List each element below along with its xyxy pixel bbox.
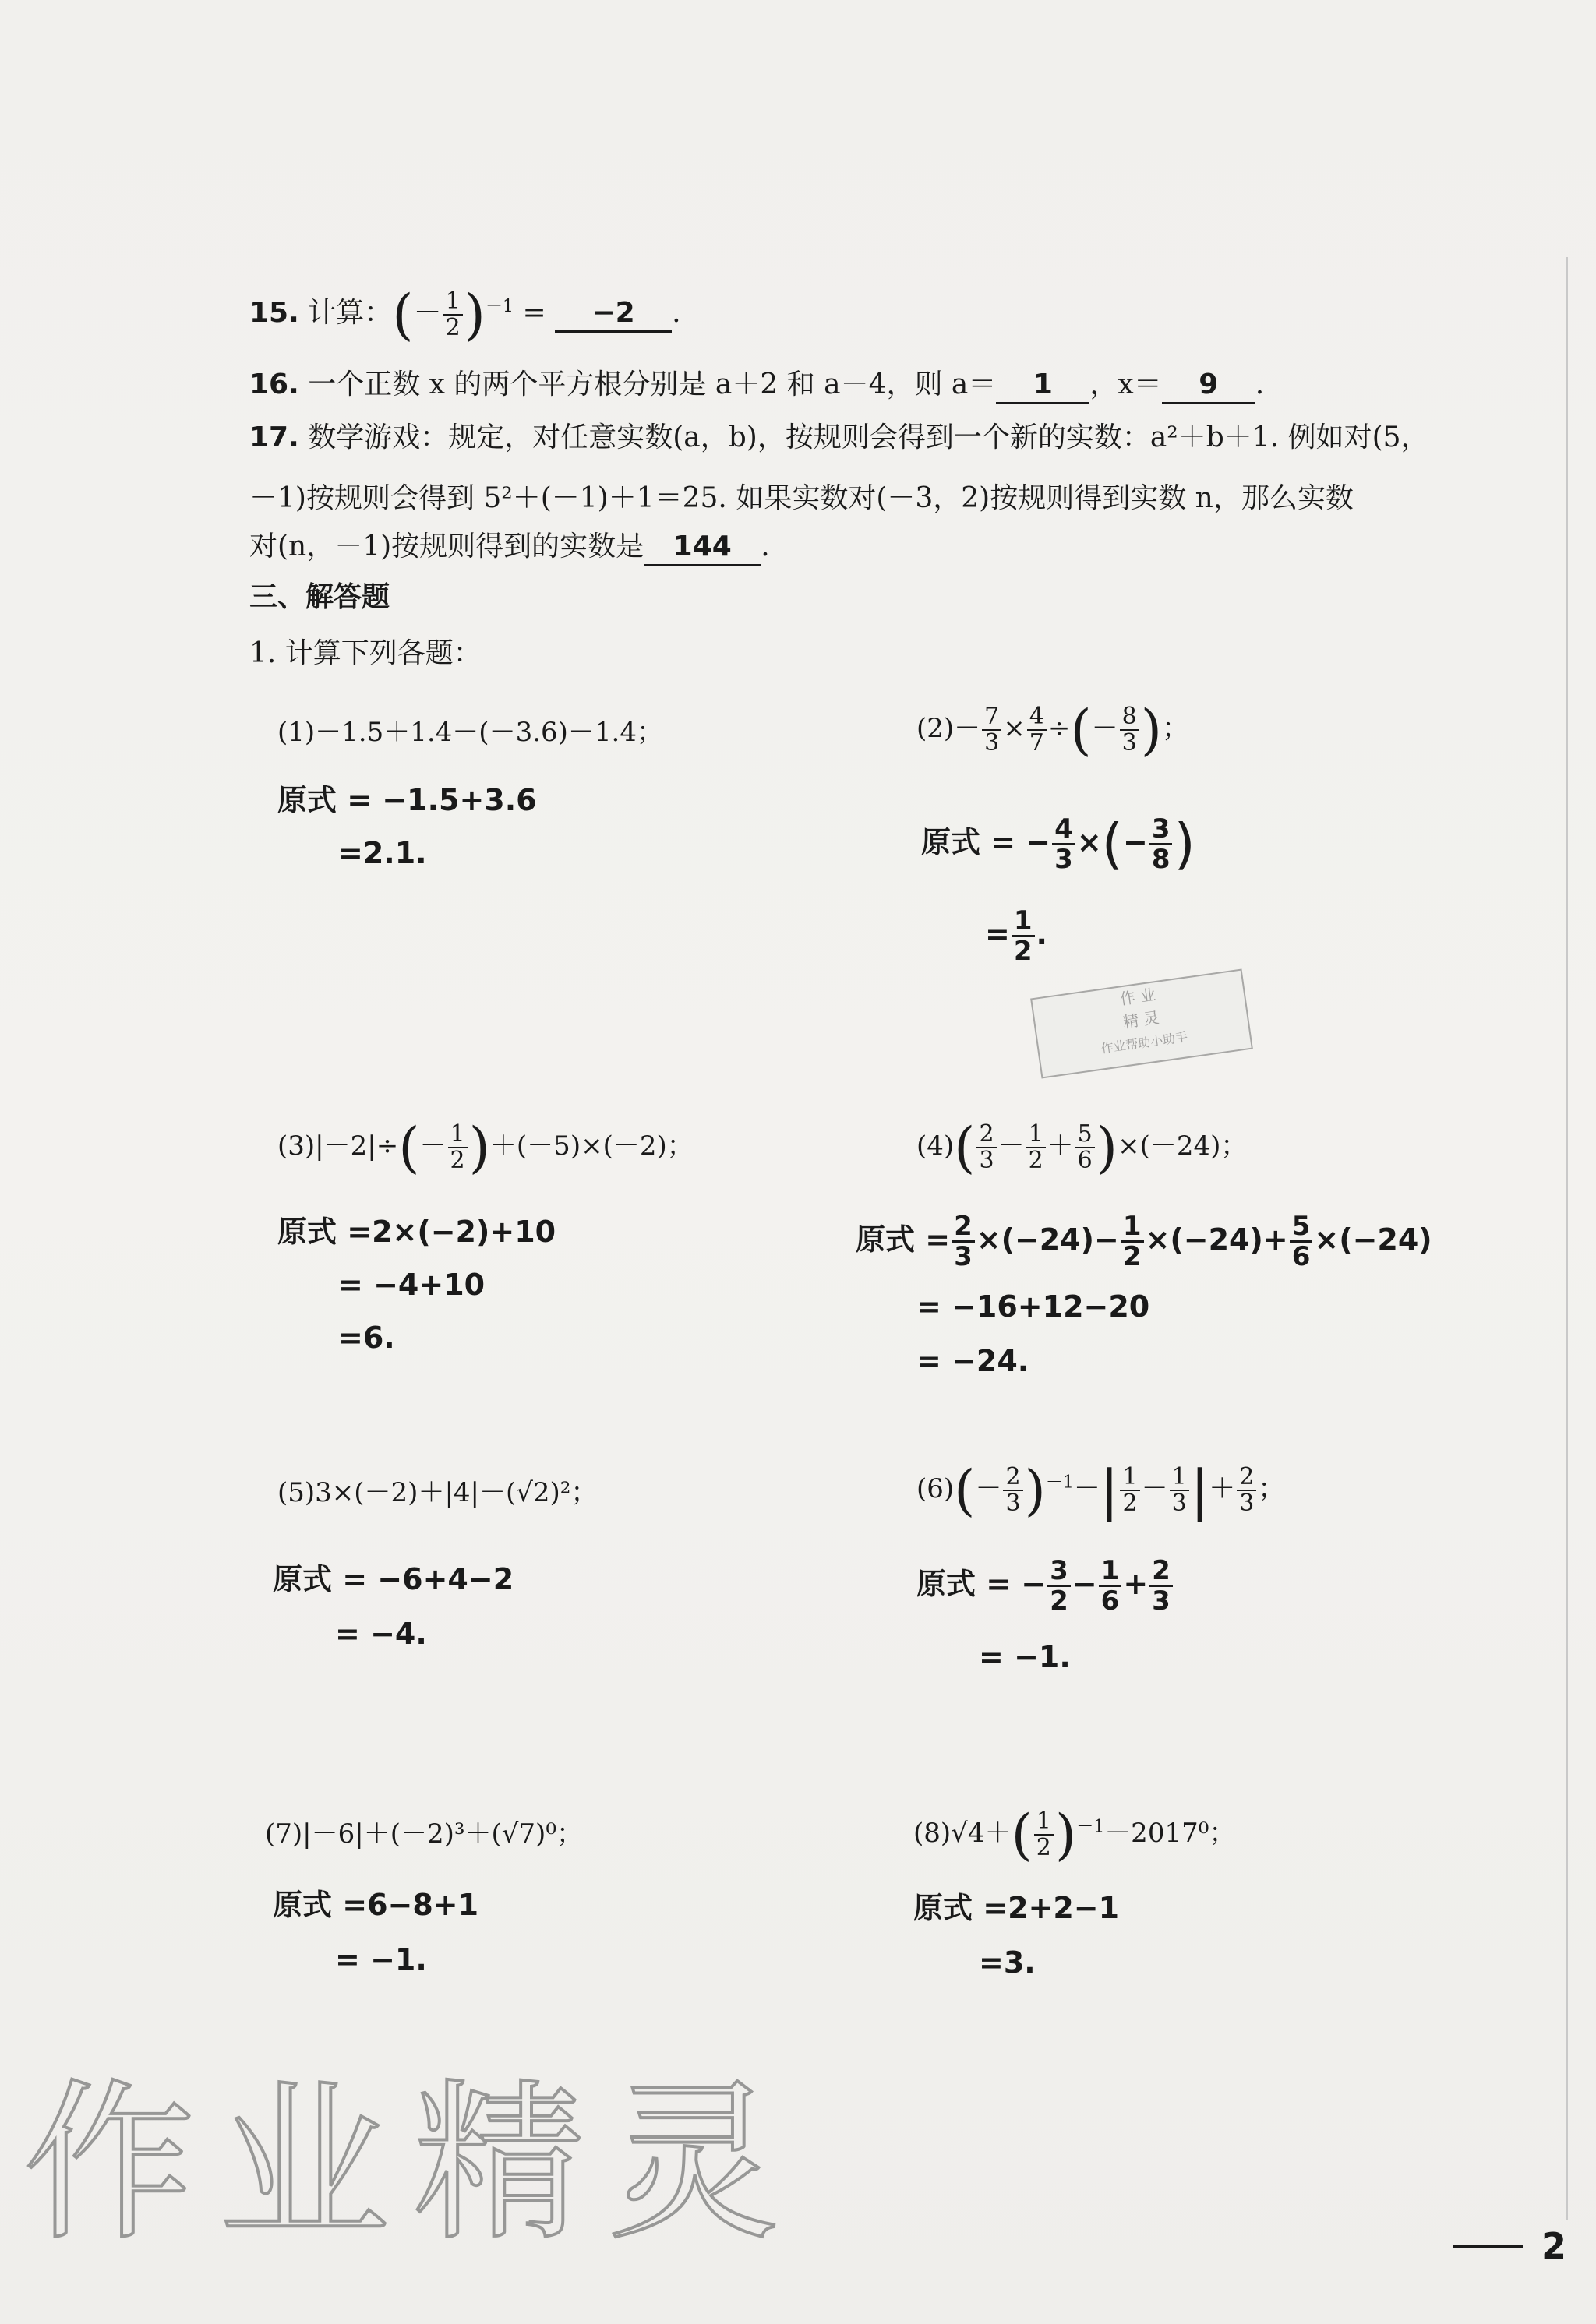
problem-5: (5)3×(－2)＋|4|－(√2)²；: [277, 1477, 598, 1508]
solution-8-step2: =3.: [979, 1945, 1036, 1980]
solution-4-step3: = −24.: [916, 1344, 1029, 1378]
solution-5-step2: = −4.: [335, 1617, 427, 1651]
solution-1-step2: =2.1.: [338, 836, 427, 870]
page-number-rule: [1453, 2245, 1523, 2248]
problem-8: (8)√4＋( $\frac{1}{2}$ )$^{-1}$－2017⁰；: [913, 1803, 1236, 1867]
question-15: 15. 计算：(－ $\frac{1}{2}$ )$^{-1}$ = −2 .: [249, 283, 681, 347]
question-heading: 1. 计算下列各题：: [249, 637, 482, 669]
problem-4: (4)( $\frac{2}{3}$ － $\frac{1}{2}$ ＋ $\frac{5}{6}$ )×(－24)；: [916, 1116, 1248, 1180]
question-17-line2: －1)按规则会得到 5²＋(－1)＋1＝25. 如果实数对(－3，2)按规则得到实数 n，那么实数: [249, 482, 1354, 514]
answer-blank: 144: [644, 530, 761, 566]
solution-7-step2: = −1.: [335, 1942, 427, 1977]
answer-blank: −2: [555, 296, 672, 333]
problem-3: (3)|－2|÷(－ $\frac{1}{2}$ )＋(－5)×(－2)；: [277, 1116, 694, 1180]
answer-blank-x: 9: [1162, 368, 1255, 404]
solution-1-step1: 原式 = −1.5+3.6: [277, 783, 537, 817]
solution-3-step3: =6.: [338, 1321, 395, 1355]
solution-5-step1: 原式 = −6+4−2: [273, 1562, 514, 1596]
solution-4-step1: 原式 = $\frac{2}{3}$ ×(−24)− $\frac{1}{2}$ ×(−24)+ $\frac{5}{6}$ ×(−24): [856, 1211, 1432, 1272]
problem-2: (2)－ $\frac{7}{3}$ × $\frac{4}{7}$ ÷(－ $\frac{8}{3}$ )；: [916, 698, 1189, 762]
section-title: 三、解答题: [249, 581, 390, 613]
page-number: 2: [1541, 2225, 1567, 2267]
stamp-logo: 作 业 精 灵 作业帮助小助手: [1030, 968, 1253, 1078]
solution-7-step1: 原式 =6−8+1: [273, 1888, 479, 1922]
margin-rule: [1566, 257, 1568, 2220]
solution-6-step2: = −1.: [979, 1640, 1071, 1674]
solution-3-step2: = −4+10: [338, 1268, 486, 1302]
answer-blank-a: 1: [996, 368, 1089, 404]
solution-2-step1: 原式 = − $\frac{4}{3}$ ×(− $\frac{3}{8}$ ): [921, 812, 1195, 876]
question-16: 16. 一个正数 x 的两个平方根分别是 a＋2 和 a－4，则 a＝ 1 ，x＝ 9 .: [249, 363, 1264, 407]
watermark: 作业精灵: [23, 2064, 803, 2263]
solution-8-step1: 原式 =2+2−1: [913, 1891, 1120, 1925]
solution-4-step2: = −16+12−20: [916, 1289, 1150, 1324]
problem-7: (7)|－6|＋(－2)³＋(√7)⁰；: [265, 1818, 583, 1850]
solution-2-step2: = $\frac{1}{2}$ .: [985, 905, 1047, 967]
solution-3-step1: 原式 =2×(−2)+10: [277, 1215, 556, 1249]
fraction: $\frac{1}{2}$: [443, 289, 463, 340]
problem-1: (1)－1.5＋1.4－(－3.6)－1.4；: [277, 717, 663, 748]
question-17-line3: 对(n，－1)按规则得到的实数是 144 .: [249, 525, 770, 569]
question-17-line1: 17. 数学游戏：规定，对任意实数(a，b)，按规则会得到一个新的实数：a²＋b＋1. 例如对(5，: [249, 421, 1429, 453]
problem-6: (6)(－ $\frac{2}{3}$ )$^{-1}$－| $\frac{1}{2}$ － $\frac{1}{3}$ |＋ $\frac{2}{3}$ ；: [916, 1458, 1285, 1522]
solution-6-step1: 原式 = − $\frac{3}{2}$ − $\frac{1}{6}$ + $\frac{2}{3}$: [916, 1557, 1174, 1615]
